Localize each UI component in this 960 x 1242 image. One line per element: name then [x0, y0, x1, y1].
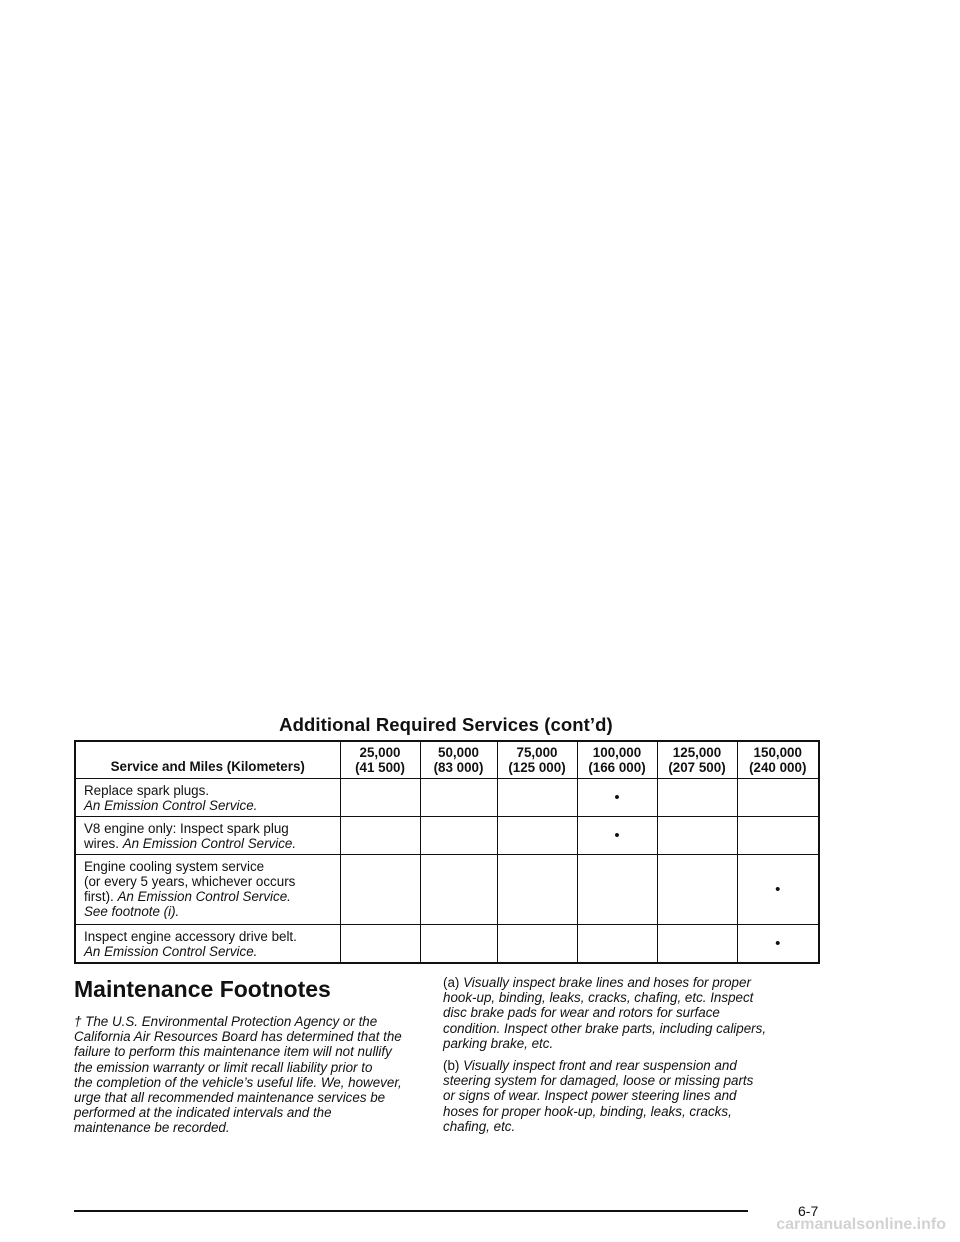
- service-description: [75, 855, 340, 925]
- interval-mark: [577, 855, 657, 925]
- footnote-line: hoses for proper hook-up, binding, leaks, cracks,: [443, 1103, 732, 1119]
- interval-mark: [497, 925, 577, 964]
- interval-miles: 75,000: [516, 745, 558, 760]
- interval-mark: [657, 855, 737, 925]
- interval-miles: 150,000: [753, 745, 802, 760]
- interval-miles: 25,000: [359, 745, 401, 760]
- footnote-line: the completion of the vehicle’s useful life. We, however,: [74, 1074, 402, 1090]
- emission-control-note: An Emission Control Service.: [117, 889, 291, 904]
- emission-control-note: An Emission Control Service.: [84, 944, 258, 959]
- interval-mark: [340, 817, 420, 855]
- service-row: [75, 817, 819, 855]
- footnote-b: [443, 1058, 823, 1134]
- interval-miles: 100,000: [592, 745, 642, 760]
- footnote-line: steering system for damaged, loose or missing parts: [443, 1073, 754, 1089]
- footnote-line: † The U.S. Environmental Protection Agency or the: [74, 1014, 378, 1029]
- service-text: Inspect engine accessory drive belt.: [84, 929, 297, 944]
- header-interval: [577, 741, 657, 779]
- footnote-line: the emission warranty or limit recall liability prior to: [74, 1059, 373, 1075]
- header-interval: [420, 741, 497, 779]
- interval-mark: [497, 817, 577, 855]
- footnote-label: (b): [443, 1058, 464, 1074]
- service-description: [75, 779, 340, 817]
- footnote-line: Visually inspect brake lines and hoses for proper: [463, 975, 751, 990]
- interval-km: (240 000): [749, 760, 807, 775]
- footnote-line: hook-up, binding, leaks, cracks, chafing, etc. Inspect: [443, 990, 754, 1006]
- footnote-line: Visually inspect front and rear suspension and: [463, 1058, 737, 1074]
- footnote-a: [443, 975, 823, 1051]
- footer-rule: [74, 1210, 748, 1212]
- footnote-line: maintenance be recorded.: [74, 1120, 230, 1136]
- service-text: wires.: [84, 836, 123, 851]
- interval-mark: [497, 779, 577, 817]
- interval-mark: [577, 925, 657, 964]
- lettered-footnotes: [443, 975, 823, 1141]
- footnote-line: parking brake, etc.: [443, 1035, 554, 1051]
- header-interval: [737, 741, 819, 779]
- header-service-miles: Service and Miles (Kilometers): [75, 741, 340, 779]
- service-description: [75, 925, 340, 964]
- dagger-footnote: [74, 1014, 434, 1136]
- interval-mark: [340, 779, 420, 817]
- interval-km: (125 000): [508, 760, 566, 775]
- section-heading: Maintenance Footnotes: [74, 976, 331, 1002]
- service-row: [75, 779, 819, 817]
- interval-mark: [497, 855, 577, 925]
- emission-control-note: An Emission Control Service.: [84, 798, 258, 813]
- interval-km: (207 500): [668, 760, 726, 775]
- footnote-label: (a): [443, 975, 464, 990]
- service-text: first).: [84, 889, 118, 904]
- interval-mark: [737, 779, 819, 817]
- interval-miles: 125,000: [672, 745, 722, 760]
- emission-control-note: An Emission Control Service.: [122, 836, 297, 851]
- footnote-line: failure to perform this maintenance item will not nullify: [74, 1044, 392, 1060]
- header-interval: [497, 741, 577, 779]
- footnote-line: condition. Inspect other brake parts, including calipers,: [443, 1020, 767, 1036]
- interval-mark: [340, 925, 420, 964]
- footnote-line: urge that all recommended maintenance services be: [74, 1090, 386, 1106]
- interval-mark: [737, 817, 819, 855]
- service-text: Replace spark plugs.: [84, 783, 210, 798]
- interval-mark: •: [577, 817, 657, 855]
- interval-mark: •: [577, 779, 657, 817]
- table-title: Additional Required Services (cont’d): [279, 714, 613, 735]
- footnote-reference: See footnote (i).: [84, 904, 180, 919]
- interval-mark: •: [737, 855, 819, 925]
- footnote-line: disc brake pads for wear and rotors for surface: [443, 1005, 720, 1021]
- table-header-row: [75, 741, 819, 779]
- header-interval: [657, 741, 737, 779]
- interval-mark: [420, 925, 497, 964]
- interval-mark: [420, 779, 497, 817]
- watermark: carmanualsonline.info: [776, 1216, 946, 1233]
- interval-km: (41 500): [355, 760, 405, 775]
- interval-mark: [340, 855, 420, 925]
- footnote-line: chafing, etc.: [443, 1118, 516, 1134]
- footnote-line: performed at the indicated intervals and the: [74, 1105, 332, 1121]
- header-interval: [340, 741, 420, 779]
- service-text: V8 engine only: Inspect spark plug: [84, 821, 289, 836]
- interval-mark: [657, 817, 737, 855]
- interval-km: (83 000): [433, 760, 484, 775]
- interval-mark: [420, 817, 497, 855]
- interval-mark: [657, 925, 737, 964]
- service-text: (or every 5 years, whichever occurs: [84, 874, 296, 889]
- interval-mark: [657, 779, 737, 817]
- interval-mark: •: [737, 925, 819, 964]
- interval-mark: [420, 855, 497, 925]
- service-text: Engine cooling system service: [84, 859, 265, 874]
- service-row: [75, 855, 819, 925]
- footnote-line: or signs of wear. Inspect power steering lines and: [443, 1088, 737, 1104]
- maintenance-schedule-table: [74, 740, 820, 964]
- interval-km: (166 000): [588, 760, 646, 775]
- interval-miles: 50,000: [438, 745, 479, 760]
- service-row: [75, 925, 819, 964]
- footnote-line: California Air Resources Board has determined that the: [74, 1029, 402, 1045]
- service-description: [75, 817, 340, 855]
- page-number: 6-7: [798, 1203, 819, 1219]
